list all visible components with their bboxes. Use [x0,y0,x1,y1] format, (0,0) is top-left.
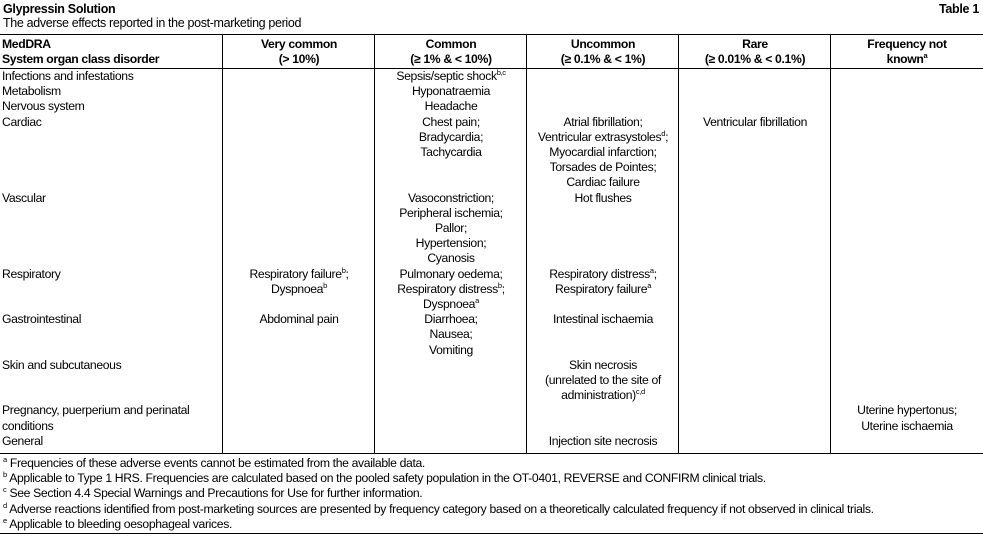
adverse-effect-entry [529,115,677,130]
frequency-cell [375,403,527,433]
adverse-effect-text: Uterine ischaemia [861,418,953,433]
table-row [0,191,983,267]
adverse-effect-text: Diarrhoea; [424,312,478,327]
adverse-effect-text: Ventricular fibrillation [702,114,808,129]
organ-class-cell: Skin and subcutaneous [2,357,122,372]
footnote-marker: b [341,266,346,275]
frequency-cell [527,115,679,191]
adverse-effect-text: Atrial fibrillation; [563,114,643,129]
column-header-line-wrap [833,52,981,67]
adverse-effect-text: Dyspnoea [423,297,476,312]
adverse-effect-entry [529,191,677,206]
bottom-rule [0,533,983,534]
adverse-effect-entry [377,251,525,266]
organ-class-cell: Respiratory [2,266,61,281]
footnote [3,486,978,501]
frequency-cell [375,99,527,114]
footnote-marker: a [647,280,652,290]
adverse-effect-entry [529,130,677,145]
frequency-cell [527,403,679,433]
adverse-effect-entry [529,388,677,403]
frequency-cell [527,99,679,114]
footnote [3,502,978,517]
adverse-effect-text: Cardiac failure [566,175,640,190]
footnote-marker: d [3,500,7,510]
column-header [223,37,375,69]
frequency-cell [831,115,983,191]
column-header [375,37,527,69]
adverse-effect-text: Respiratory failure [249,266,342,281]
adverse-effect-text: Nausea; [429,327,473,342]
adverse-effect-entry [377,312,525,327]
footnote-marker: b [3,470,7,480]
organ-class-cell: Cardiac [2,114,42,129]
frequency-cell [527,84,679,99]
adverse-effect-text: (unrelated to the site of [545,373,661,388]
frequency-cell [679,99,831,114]
adverse-effect-text: Skin necrosis [569,357,637,372]
footnote-text: Adverse reactions identified from post-marketing sources are presented by frequency category based on a theoretically calculated frequency if not observed in clinical trials. [9,501,874,516]
footnote [3,517,978,532]
column-header-line: System organ class disorder [2,52,160,67]
frequency-cell [679,115,831,191]
column-header-line-wrap [681,52,829,67]
adverse-effect-text: Respiratory distress [549,266,650,281]
adverse-effects-table [0,37,983,449]
adverse-effect-entry [377,267,525,282]
column-header [527,37,679,69]
adverse-effect-text: Vasoconstriction; [408,190,494,205]
adverse-effect-entry [529,160,677,175]
frequency-cell [679,358,831,404]
frequency-cell [223,69,375,85]
column-header-line: (≥ 0.01% & < 0.1%) [704,52,806,67]
column-header-line: Rare [742,37,768,51]
frequency-cell [375,191,527,267]
frequency-cell [223,312,375,358]
column-header-line-wrap [529,52,677,67]
adverse-effect-text: Pallor; [434,221,468,236]
adverse-effect-entry [377,115,525,130]
footnote-marker: b [323,280,327,290]
frequency-cell [375,434,527,449]
punctuation: ; [345,266,349,281]
column-header [679,37,831,69]
adverse-effect-entry [225,312,373,327]
punctuation: ; [501,281,505,296]
frequency-cell [831,312,983,358]
column-header-line: Common [425,37,477,51]
adverse-effect-text: Respiratory failure [554,281,648,296]
organ-class-cell: Metabolism [2,84,61,99]
frequency-cell [831,403,983,433]
frequency-cell [375,115,527,191]
footnote [3,456,978,471]
frequency-cell [831,267,983,313]
frequency-cell [223,84,375,99]
footnotes [3,456,978,532]
frequency-cell [375,267,527,313]
table-row [0,358,983,404]
organ-class-cell: Infections and infestations [2,69,134,83]
column-header [0,37,223,69]
organ-class-cell: General [2,433,43,448]
adverse-effect-text: Peripheral ischemia; [399,205,503,220]
product-title: Glypressin Solution [3,2,116,16]
table-row [0,267,983,313]
frequency-cell [527,312,679,358]
frequency-cell [679,191,831,267]
adverse-effect-text: Sepsis/septic shock [396,69,497,83]
adverse-effect-entry [377,206,525,221]
column-header-line: known [886,52,924,67]
organ-class-cell: Vascular [2,190,46,205]
adverse-effect-text: Hypertension; [415,236,487,251]
frequency-cell [375,84,527,99]
footnote-marker: b,c [496,68,506,77]
footnote-marker: c,d [635,387,645,397]
frequency-cell [831,434,983,449]
adverse-effect-entry [529,282,677,297]
frequency-cell [375,358,527,404]
table-header-row [0,37,983,69]
table-label: Table 1 [938,2,979,16]
adverse-effect-text: Pulmonary oedema; [399,266,503,281]
frequency-cell [527,191,679,267]
table-subtitle: The adverse effects reported in the post-marketing period [3,16,302,30]
frequency-cell [679,434,831,449]
adverse-effect-text: Ventricular extrasystoles [537,129,662,144]
top-rule [0,34,983,35]
adverse-effect-entry [225,282,373,297]
footnote-marker: a [649,266,654,275]
table-row [0,115,983,191]
punctuation: ; [653,266,657,281]
frequency-cell [223,115,375,191]
footnote-text: See Section 4.4 Special Warnings and Precautions for Use for further information. [9,486,423,501]
footnote [3,471,978,486]
frequency-cell [223,99,375,114]
adverse-effect-entry [529,358,677,373]
adverse-effect-entry [377,236,525,251]
adverse-effect-text: Hyponatraemia [411,84,491,99]
adverse-effect-entry [377,145,525,160]
organ-class-cell: Gastrointestinal [2,312,82,327]
frequency-cell [527,267,679,313]
table-row [0,403,983,433]
adverse-effect-entry [681,115,829,130]
column-header-line: Uncommon [570,37,636,51]
footnote-marker: e [3,515,7,525]
frequency-cell [223,191,375,267]
adverse-effect-entry [833,419,981,434]
column-header-line-wrap [377,52,525,67]
footnote-marker: d [661,128,666,138]
frequency-cell [831,69,983,85]
punctuation: ; [665,129,669,144]
adverse-effect-text: Myocardial infarction; [549,145,657,160]
adverse-effect-text: Vomiting [429,342,473,357]
column-header-line: (> 10%) [278,52,320,67]
frequency-cell [679,403,831,433]
frequency-cell [527,69,679,85]
adverse-effect-entry [529,175,677,190]
adverse-effect-text: Respiratory distress [397,281,498,296]
adverse-effect-entry [225,267,373,282]
frequency-cell [831,191,983,267]
adverse-effect-entry [529,312,677,327]
adverse-effect-text: Torsades de Pointes; [549,160,657,175]
adverse-effect-entry [529,373,677,388]
frequency-cell [527,358,679,404]
adverse-effect-entry [377,191,525,206]
frequency-cell [527,434,679,449]
footnote-marker: a [3,455,7,464]
adverse-effect-entry [377,343,525,358]
column-header-line: Frequency not [867,37,947,51]
table-row [0,434,983,449]
footnote-text: Applicable to Type 1 HRS. Frequencies are calculated based on the pooled safety population in the OT-0401, REVERSE and CONFIRM clinical trials. [9,471,766,486]
adverse-effect-entry [377,297,525,312]
column-header-line: (≥ 0.1% & < 1%) [560,52,646,67]
adverse-effect-entry [529,145,677,160]
column-header [831,37,983,69]
frequency-cell [375,312,527,358]
frequency-cell [223,267,375,313]
adverse-effect-text: Chest pain; [422,114,480,129]
frequency-cell [679,84,831,99]
frequency-cell [679,267,831,313]
adverse-effect-entry [377,221,525,236]
frequency-cell [223,403,375,433]
table-row [0,84,983,99]
table-row [0,69,983,85]
footnote-text: Frequencies of these adverse events cannot be estimated from the available data. [9,456,425,470]
adverse-effect-entry [377,99,525,114]
footnote-marker: b [497,280,502,290]
adverse-effect-entry [377,282,525,297]
frequency-cell [831,358,983,404]
adverse-effect-entry [377,84,525,99]
adverse-effect-entry [529,434,677,449]
adverse-effect-entry [529,267,677,282]
adverse-effect-text: Injection site necrosis [548,433,658,448]
adverse-effect-entry [377,327,525,342]
adverse-effect-text: Dyspnoea [271,281,324,296]
column-header-line: MedDRA [2,37,51,51]
column-header-line-wrap [2,52,221,67]
adverse-effect-text: Tachycardia [420,145,482,160]
table-row [0,99,983,114]
organ-class-cell: Pregnancy, puerperium and perinatal conditions [2,403,190,433]
adverse-effect-text: Intestinal ischaemia [552,312,654,327]
adverse-effect-text: Headache [424,99,478,114]
table-row [0,312,983,358]
footnote-text: Applicable to bleeding oesophageal varices. [9,516,232,531]
adverse-effect-text: administration) [561,388,636,403]
adverse-effect-text: Cyanosis [427,251,475,266]
footnote-marker: c [3,485,7,495]
table-bottom-rule [0,453,983,454]
frequency-cell [223,434,375,449]
footnote-marker: a [923,51,928,61]
adverse-effect-text: Uterine hypertonus; [857,403,957,418]
frequency-cell [831,99,983,114]
frequency-cell [679,312,831,358]
frequency-cell [679,69,831,85]
frequency-cell [831,84,983,99]
adverse-effect-text: Abdominal pain [259,312,339,327]
adverse-effect-entry [377,69,525,84]
column-header-line: (≥ 1% & < 10%) [410,52,492,67]
footnote-marker: a [475,296,479,306]
column-header-line: Very common [260,37,338,51]
adverse-effect-text: Bradycardia; [418,129,484,144]
column-header-line-wrap [225,52,373,67]
frequency-cell [223,358,375,404]
adverse-effect-entry [833,403,981,418]
organ-class-cell: Nervous system [2,99,85,114]
adverse-effect-text: Hot flushes [574,190,632,205]
adverse-effect-entry [377,130,525,145]
frequency-cell [375,69,527,85]
